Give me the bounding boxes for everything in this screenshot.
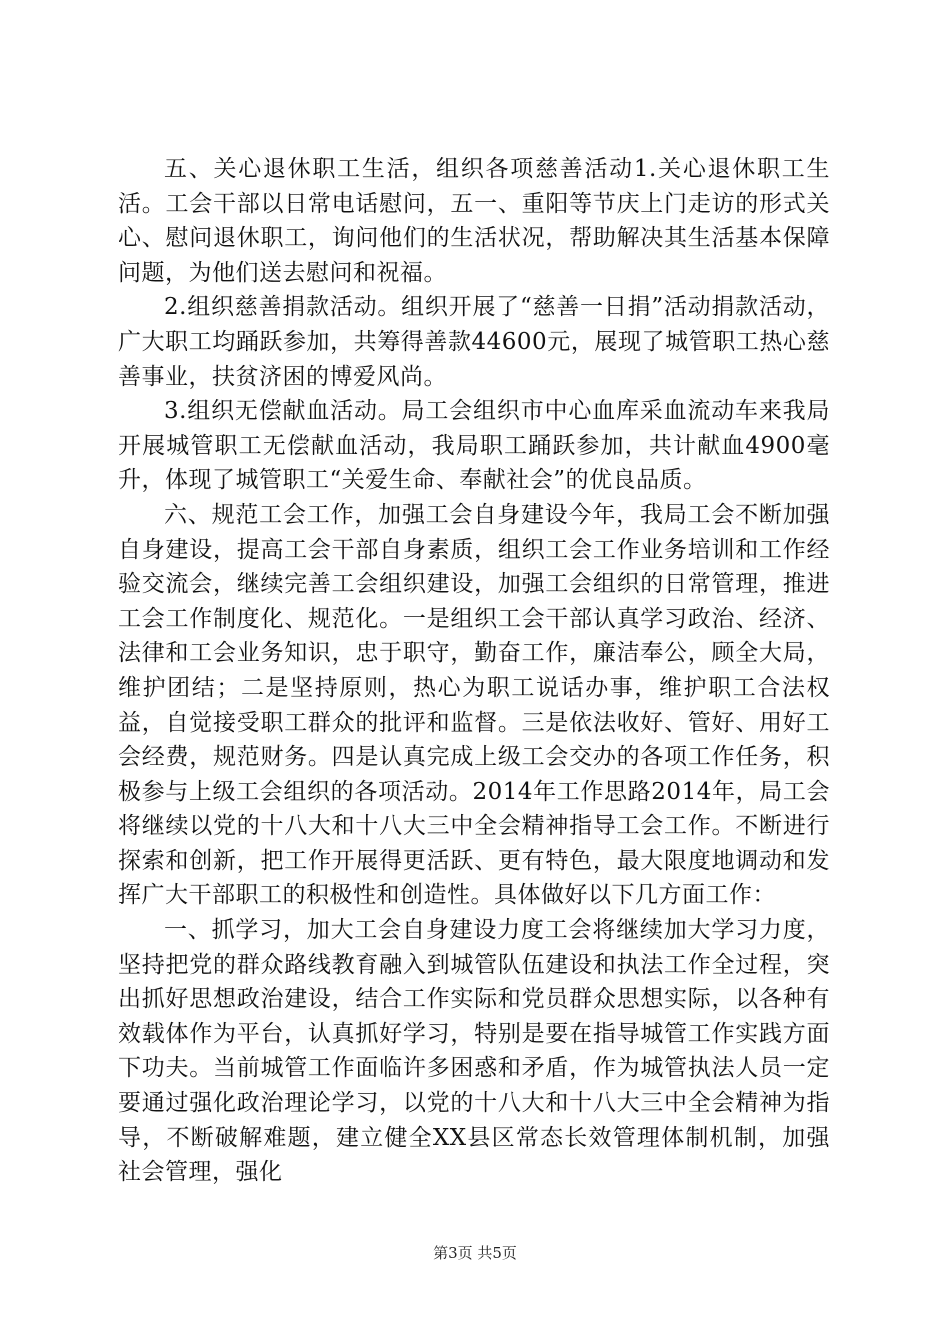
paragraph-blood-donation: 3.组织无偿献血活动。局工会组织市中心血库采血流动车来我局开展城管职工无偿献血活动，我局职工踊跃参加，共计献血4900毫升，体现了城管职工“关爱生命、奉献社会”的优良品质。 bbox=[118, 398, 830, 494]
paragraph-charity-donation: 2.组织慈善捐款活动。组织开展了“慈善一日捐”活动捐款活动，广大职工均踊跃参加，共筹得善款44600元，展现了城管职工热心慈善事业，扶贫济困的博爱风尚。 bbox=[118, 294, 830, 390]
paragraph-retiree-care: 五、关心退休职工生活，组织各项慈善活动1.关心退休职工生活。工会干部以日常电话慰问，五一、重阳等节庆上门走访的形式关心、慰问退休职工，询问他们的生活状况，帮助解决其生活基本保障问题，为他们送去慰问和祝福。 bbox=[118, 156, 830, 286]
page-footer: 第3页 共5页 bbox=[433, 1244, 517, 1262]
document-body bbox=[118, 152, 830, 1190]
paragraph-study-strengthening: 一、抓学习，加大工会自身建设力度工会将继续加大学习力度，坚持把党的群众路线教育融入到城管队伍建设和执法工作全过程，突出抓好思想政治建设，结合工作实际和党员群众思想实际，以各种有效载体作为平台，认真抓好学习，特别是要在指导城管工作实践方面下功夫。当前城管工作面临许多困惑和矛盾，作为城管执法人员一定要通过强化政治理论学习，以党的十八大和十八大三中全会精神为指导，不断破解难题，建立健全XX县区常态长效管理体制机制，加强社会管理，强化 bbox=[118, 917, 830, 1186]
paragraph-union-standardization: 六、规范工会工作，加强工会自身建设今年，我局工会不断加强自身建设，提高工会干部自身素质，组织工会工作业务培训和工作经验交流会，继续完善工会组织建设，加强工会组织的日常管理，推进工会工作制度化、规范化。一是组织工会干部认真学习政治、经济、法律和工会业务知识，忠于职守，勤奋工作，廉洁奉公，顾全大局，维护团结；二是坚持原则，热心为职工说话办事，维护职工合法权益，自觉接受职工群众的批评和监督。三是依法收好、管好、用好工会经费，规范财务。四是认真完成上级工会交办的各项工作任务，积极参与上级工会组织的各项活动。2014年工作思路2014年，局工会将继续以党的十八大和十八大三中全会精神指导工会工作。不断进行探索和创新，把工作开展得更活跃、更有特色，最大限度地调动和发挥广大干部职工的积极性和创造性。具体做好以下几方面工作： bbox=[118, 501, 830, 909]
